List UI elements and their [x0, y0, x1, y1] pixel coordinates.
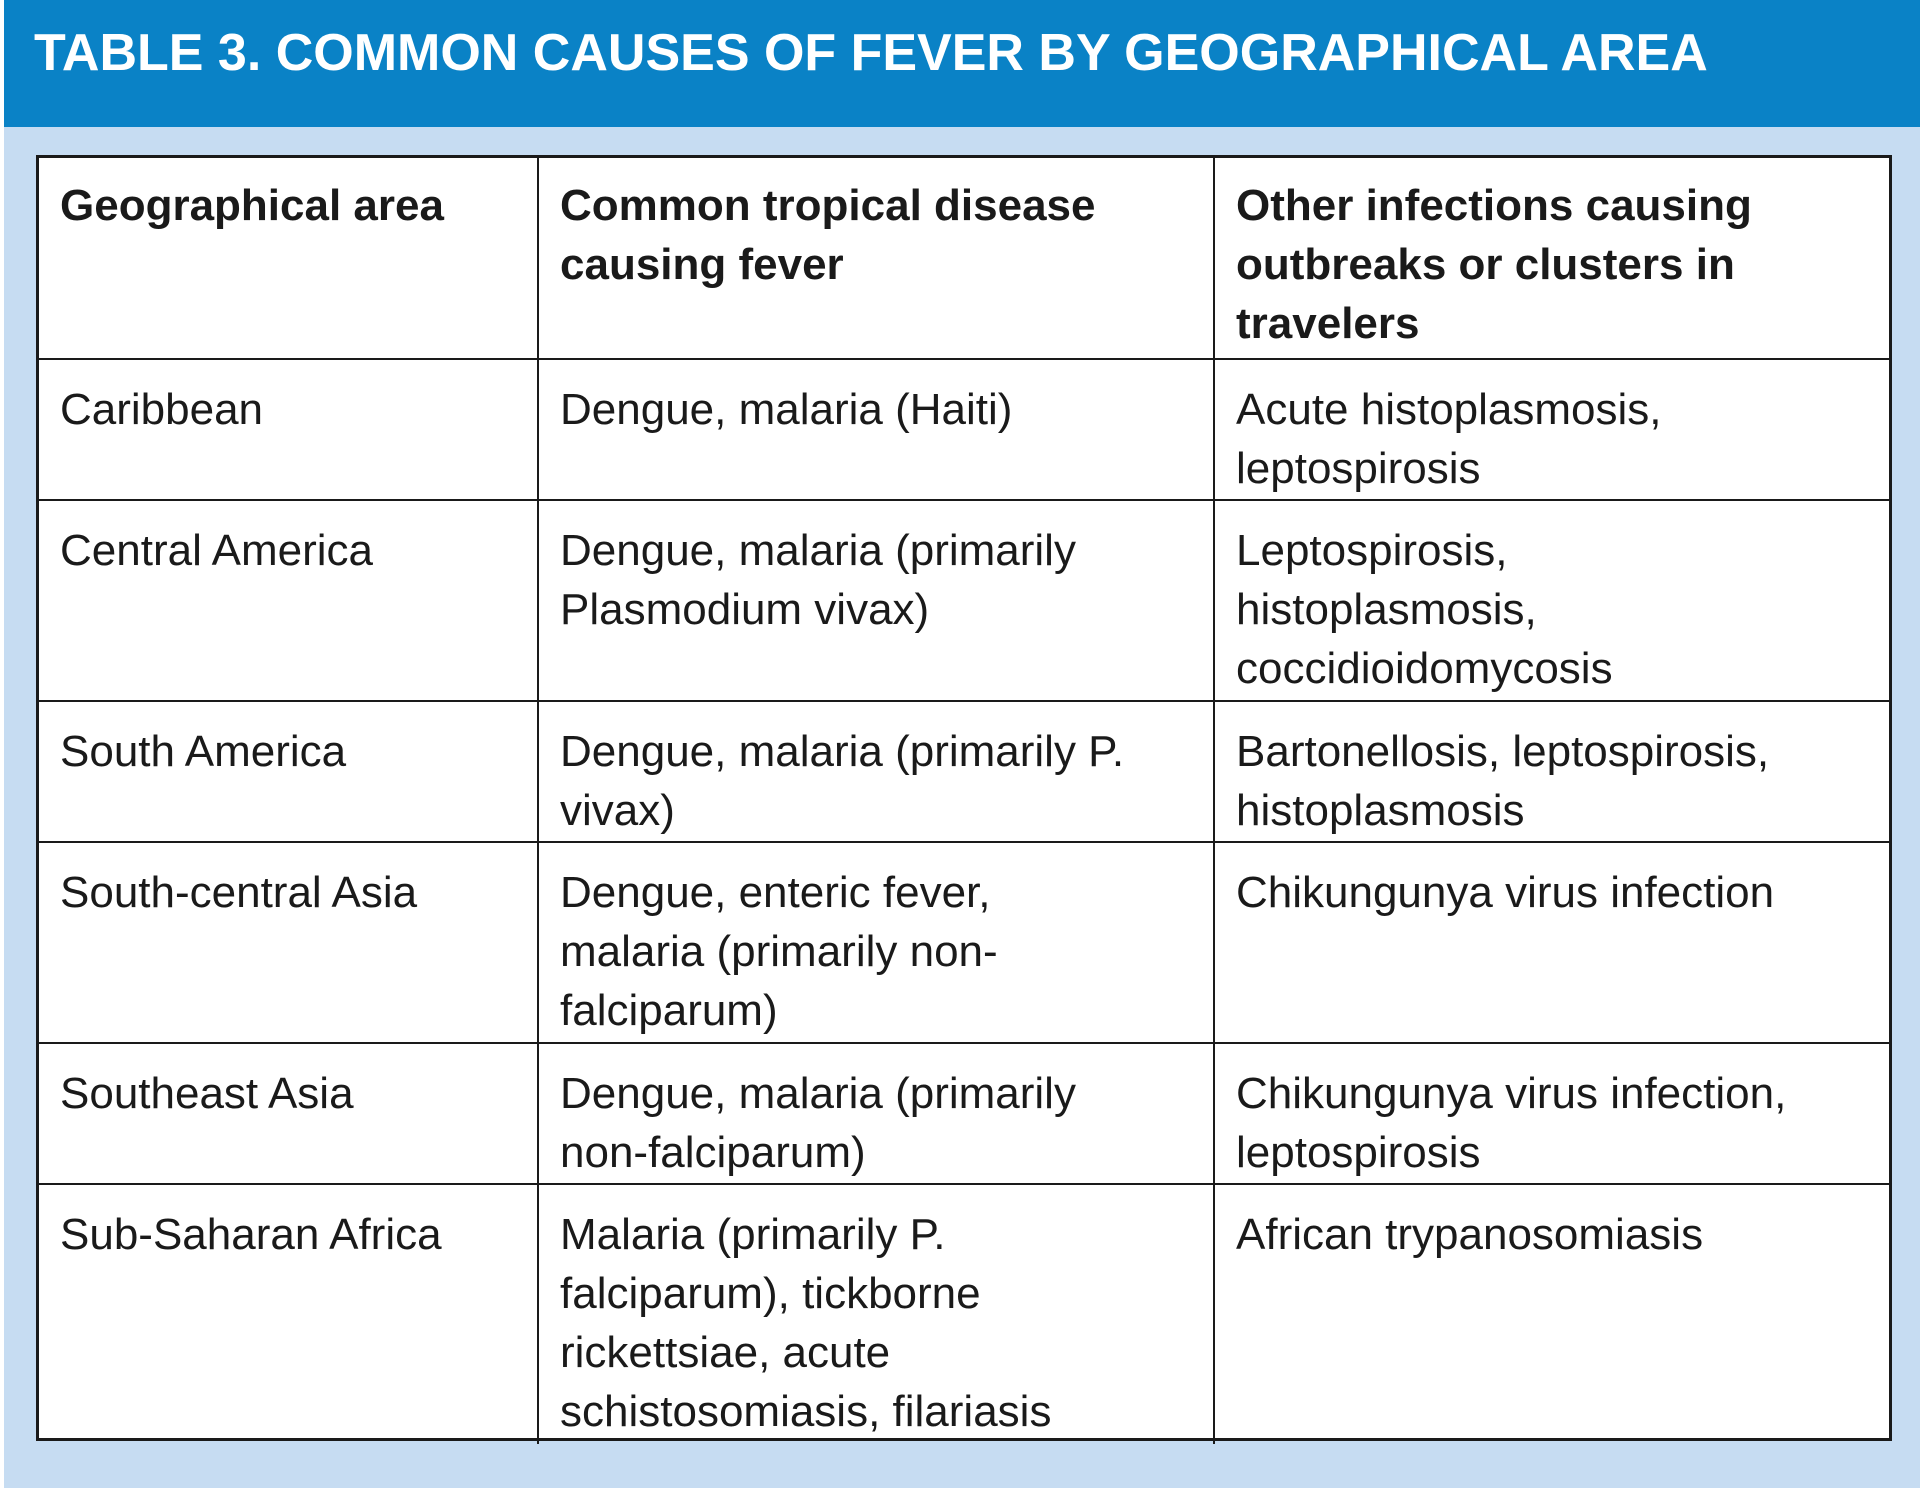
cell-area: Caribbean: [39, 359, 538, 500]
cell-other-infections: Chikungunya virus infection, leptospirosis: [1214, 1043, 1889, 1184]
table-row-southeast-asia: [39, 1043, 1889, 1184]
table-row-sub-saharan-africa: [39, 1184, 1889, 1444]
fever-table-container: [36, 155, 1892, 1441]
cell-area: Central America: [39, 500, 538, 701]
table-header: [39, 158, 1889, 359]
cell-tropical-disease: Dengue, malaria (Haiti): [538, 359, 1214, 500]
cell-other-infections: Chikungunya virus infection: [1214, 842, 1889, 1043]
cell-area: Southeast Asia: [39, 1043, 538, 1184]
title-bar: [4, 0, 1920, 127]
table-row-central-america: [39, 500, 1889, 701]
cell-area: South-central Asia: [39, 842, 538, 1043]
cell-other-infections: African trypanosomiasis: [1214, 1184, 1889, 1444]
cell-tropical-disease: Dengue, enteric fever, malaria (primarily non- falciparum): [538, 842, 1214, 1043]
cell-tropical-disease: Dengue, malaria (primarily P. vivax): [538, 701, 1214, 842]
header-other-infections: Other infections causing outbreaks or clusters in travelers: [1214, 158, 1889, 359]
cell-area: South America: [39, 701, 538, 842]
fever-table: [39, 158, 1889, 1444]
cell-tropical-disease: Dengue, malaria (primarily Plasmodium vivax): [538, 500, 1214, 701]
cell-other-infections: Bartonellosis, leptospirosis, histoplasmosis: [1214, 701, 1889, 842]
table-title: TABLE 3. COMMON CAUSES OF FEVER BY GEOGRAPHICAL AREA: [34, 24, 1708, 82]
cell-tropical-disease: Dengue, malaria (primarily non-falciparum): [538, 1043, 1214, 1184]
table-panel: [4, 0, 1920, 1488]
header-row: [39, 158, 1889, 359]
cell-tropical-disease: Malaria (primarily P. falciparum), tickborne rickettsiae, acute schistosomiasis, filariasis: [538, 1184, 1214, 1444]
table-body: [39, 359, 1889, 1444]
cell-other-infections: Leptospirosis, histoplasmosis, coccidioidomycosis: [1214, 500, 1889, 701]
cell-area: Sub-Saharan Africa: [39, 1184, 538, 1444]
cell-other-infections: Acute histoplasmosis, leptospirosis: [1214, 359, 1889, 500]
header-geographical-area: Geographical area: [39, 158, 538, 359]
table-row-south-america: [39, 701, 1889, 842]
table-row-south-central-asia: [39, 842, 1889, 1043]
table-row-caribbean: [39, 359, 1889, 500]
header-common-tropical-disease: Common tropical disease causing fever: [538, 158, 1214, 359]
